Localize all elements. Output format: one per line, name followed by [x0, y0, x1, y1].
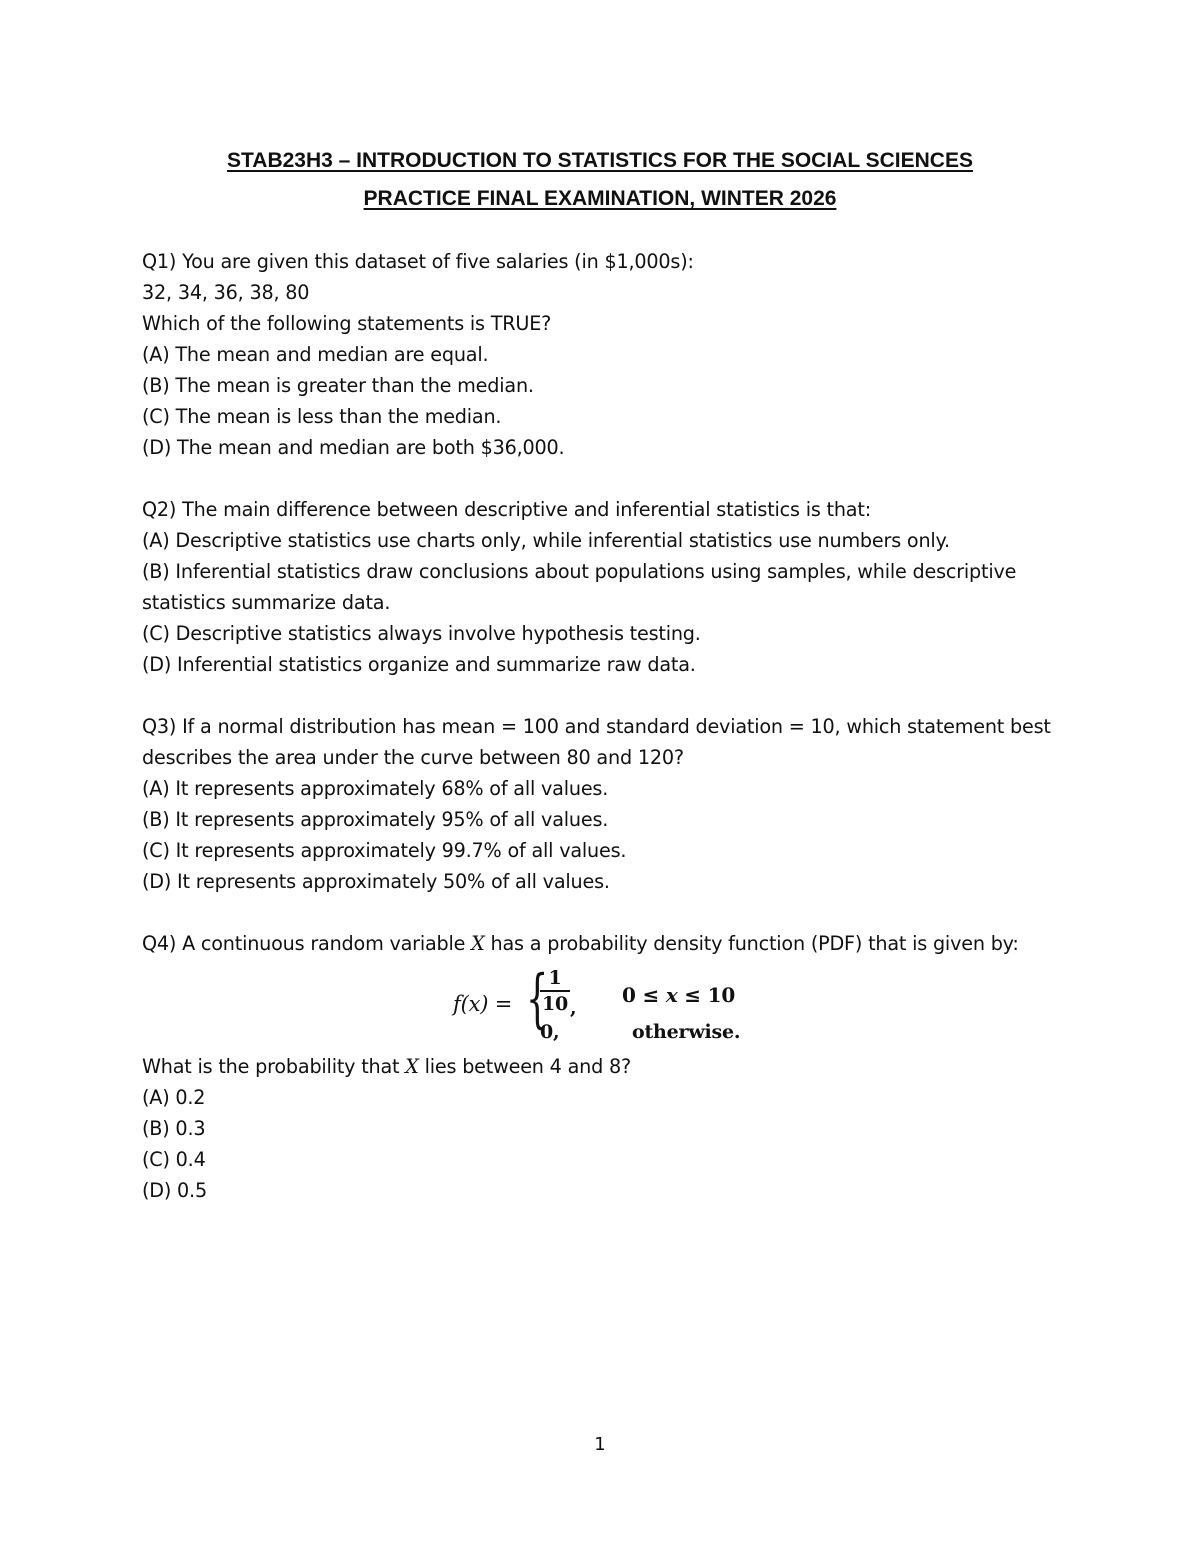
fraction-bar — [540, 990, 570, 992]
question-3 — [142, 711, 1062, 897]
question-3-prompt: Q3) If a normal distribution has mean = 100 and standard deviation = 10, which statement best describes the area under the curve between 80 and 120? — [142, 715, 1051, 769]
question-3-option-d: (D) It represents approximately 50% of all values. — [142, 870, 610, 893]
question-2-option-a: (A) Descriptive statistics use charts only, while inferential statistics use numbers only. — [142, 529, 950, 552]
question-1-prompt: Q1) You are given this dataset of five salaries (in $1,000s): — [142, 250, 694, 273]
formula-condition-otherwise: otherwise. — [632, 1021, 741, 1043]
question-4-prompt: Q4) A continuous random variable X has a probability density function (PDF) that is given by: — [142, 932, 1019, 955]
exam-header — [0, 142, 1200, 218]
question-4-option-c: (C) 0.4 — [142, 1148, 206, 1171]
course-title: STAB23H3 – INTRODUCTION TO STATISTICS FOR THE SOCIAL SCIENCES — [227, 149, 973, 172]
question-1-option-a: (A) The mean and median are equal. — [142, 343, 489, 366]
question-1-instruction: Which of the following statements is TRUE? — [142, 312, 552, 335]
exam-title: PRACTICE FINAL EXAMINATION, WINTER 2026 — [363, 187, 837, 210]
question-4-option-a: (A) 0.2 — [142, 1086, 206, 1109]
question-4-option-b: (B) 0.3 — [142, 1117, 206, 1140]
exam-body — [142, 246, 1062, 1206]
formula-condition-range: 0 ≤ x ≤ 10 — [622, 983, 736, 1007]
question-2-option-d: (D) Inferential statistics organize and summarize raw data. — [142, 653, 696, 676]
fraction-denominator: 10 — [541, 993, 569, 1015]
page-number: 1 — [594, 1434, 606, 1455]
question-1 — [142, 246, 1062, 463]
question-2 — [142, 494, 1062, 680]
formula-lhs: f(x) = — [453, 992, 513, 1016]
question-1-option-c: (C) The mean is less than the median. — [142, 405, 502, 428]
question-2-prompt: Q2) The main difference between descriptive and inferential statistics is that: — [142, 498, 871, 521]
variable-x: X — [471, 932, 485, 955]
fraction-numerator: 1 — [548, 967, 562, 989]
pdf-formula — [142, 962, 1062, 1051]
question-1-option-d: (D) The mean and median are both $36,000. — [142, 436, 565, 459]
left-brace-icon: { — [526, 962, 549, 1036]
question-3-option-b: (B) It represents approximately 95% of all values. — [142, 808, 609, 831]
question-1-option-b: (B) The mean is greater than the median. — [142, 374, 534, 397]
question-3-option-c: (C) It represents approximately 99.7% of all values. — [142, 839, 627, 862]
question-1-dataset: 32, 34, 36, 38, 80 — [142, 281, 310, 304]
question-3-option-a: (A) It represents approximately 68% of all values. — [142, 777, 609, 800]
variable-x: X — [405, 1055, 419, 1078]
question-4-option-d: (D) 0.5 — [142, 1179, 207, 1202]
formula-comma: , — [570, 997, 577, 1019]
question-2-option-b: (B) Inferential statistics draw conclusions about populations using samples, while descriptive statistics summarize data. — [142, 560, 1017, 614]
question-4-followup: What is the probability that X lies between 4 and 8? — [142, 1055, 631, 1078]
formula-zero-case: 0, — [540, 1021, 560, 1043]
fraction-one-tenth — [540, 967, 570, 1015]
question-4 — [142, 928, 1062, 959]
question-2-option-c: (C) Descriptive statistics always involve hypothesis testing. — [142, 622, 701, 645]
question-4-followup-block — [142, 1051, 1062, 1206]
